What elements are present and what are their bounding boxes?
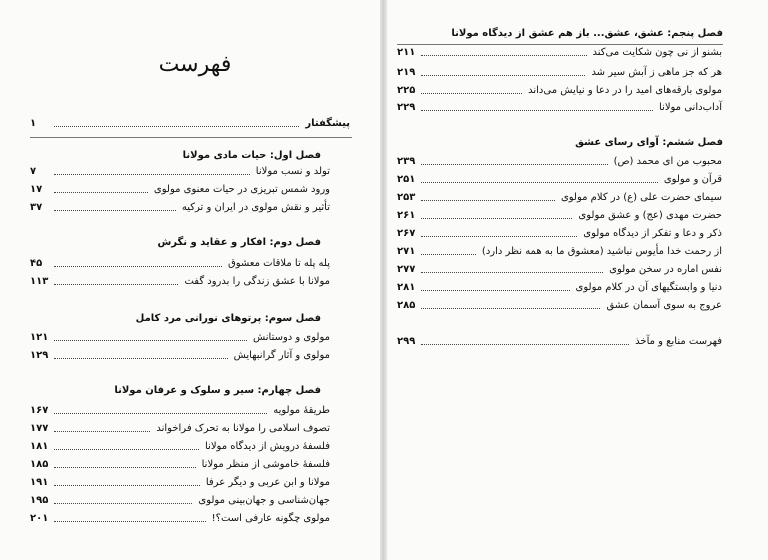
left-page xyxy=(0,0,381,560)
chapter-heading: فصل سوم: پرتوهای نورانی مرد کامل xyxy=(135,313,321,324)
toc-entry: ورود شمس تبریزی در حیات معنوی مولوی ۱۷ xyxy=(30,183,330,195)
divider xyxy=(30,137,352,138)
toc-entry: محبوب من ای محمد (ص) ۲۳۹ xyxy=(397,155,722,167)
toc-entry: فلسفهٔ خاموشی از منظر مولانا ۱۸۵ xyxy=(30,458,330,470)
toc-entry: تولد و نسب مولانا ۷ xyxy=(30,165,330,177)
toc-entry: مولوی و دوستانش ۱۲۱ xyxy=(30,331,330,343)
right-page xyxy=(387,0,768,560)
toc-entry: سیمای حضرت علی (ع) در کلام مولوی ۲۵۳ xyxy=(397,191,722,203)
toc-entry: مولانا و ابن عربی و دیگر عرفا ۱۹۱ xyxy=(30,476,330,488)
toc-entry: عروج به سوی آسمان عشق ۲۸۵ xyxy=(397,299,722,311)
page-title: فهرست xyxy=(158,52,232,77)
preface-row xyxy=(30,116,350,130)
toc-entry: دنیا و وابستگیهای آن در کلام مولوی ۲۸۱ xyxy=(397,281,722,293)
toc-entry: قرآن و مولوی ۲۵۱ xyxy=(397,173,722,185)
bibliography-row: فهرست منابع و مآخذ ۲۹۹ xyxy=(397,335,722,347)
toc-entry: تأثیر و نقش مولوی در ایران و ترکیه ۳۷ xyxy=(30,201,330,213)
toc-entry: جهان‌شناسی و جهان‌بینی مولوی ۱۹۵ xyxy=(30,494,330,506)
toc-entry: نفس اماره در سخن مولوی ۲۷۷ xyxy=(397,263,722,275)
toc-entry: بشنو از نی چون شکایت می‌کند ۲۱۱ xyxy=(397,46,722,58)
toc-entry: مولوی و آثار گرانبهایش ۱۲۹ xyxy=(30,349,330,361)
toc-entry: مولوی چگونه عارفی است؟! ۲۰۱ xyxy=(30,512,330,524)
toc-entry: حضرت مهدی (عج) و عشق مولوی ۲۶۱ xyxy=(397,209,722,221)
toc-entry: تصوف اسلامی را مولانا به تحرک فراخواند ۱۷۷ xyxy=(30,422,330,434)
toc-entry: از رحمت خدا مأیوس نباشید (معشوق ما به همه نظر دارد) ۲۷۱ xyxy=(397,245,722,257)
chapter-heading: فصل ششم: آوای رسای عشق xyxy=(575,137,723,148)
toc-entry: هر که جز ماهی ز آبش سیر شد ۲۱۹ xyxy=(397,66,722,78)
preface-label: پیشگفتار xyxy=(305,117,350,129)
chapter-heading: فصل اول: حیات مادی مولانا xyxy=(182,150,321,161)
preface-page: ۱ xyxy=(30,117,37,129)
toc-entry: فلسفهٔ درویش از دیدگاه مولانا ۱۸۱ xyxy=(30,440,330,452)
toc-entry: ذکر و دعا و تفکر از دیدگاه مولوی ۲۶۷ xyxy=(397,227,722,239)
toc-entry: طریقهٔ مولویه ۱۶۷ xyxy=(30,404,330,416)
chapter-heading: فصل دوم: افکار و عقاید و نگرش xyxy=(157,237,321,248)
toc-entry: آداب‌دانی مولانا ۲۲۹ xyxy=(397,101,722,113)
chapter-heading: فصل پنجم: عشق، عشق... باز هم عشق از دیدگاه مولانا xyxy=(451,28,723,39)
toc-entry: مولانا با عشق زندگی را بدرود گفت ۱۱۳ xyxy=(30,275,330,287)
chapter-heading: فصل چهارم: سیر و سلوک و عرفان مولانا xyxy=(114,385,321,396)
toc-entry: پله پله تا ملاقات معشوق ۴۵ xyxy=(30,257,330,269)
toc-entry: مولوی بارقه‌های امید را در دعا و نیایش می‌داند ۲۲۵ xyxy=(397,84,722,96)
